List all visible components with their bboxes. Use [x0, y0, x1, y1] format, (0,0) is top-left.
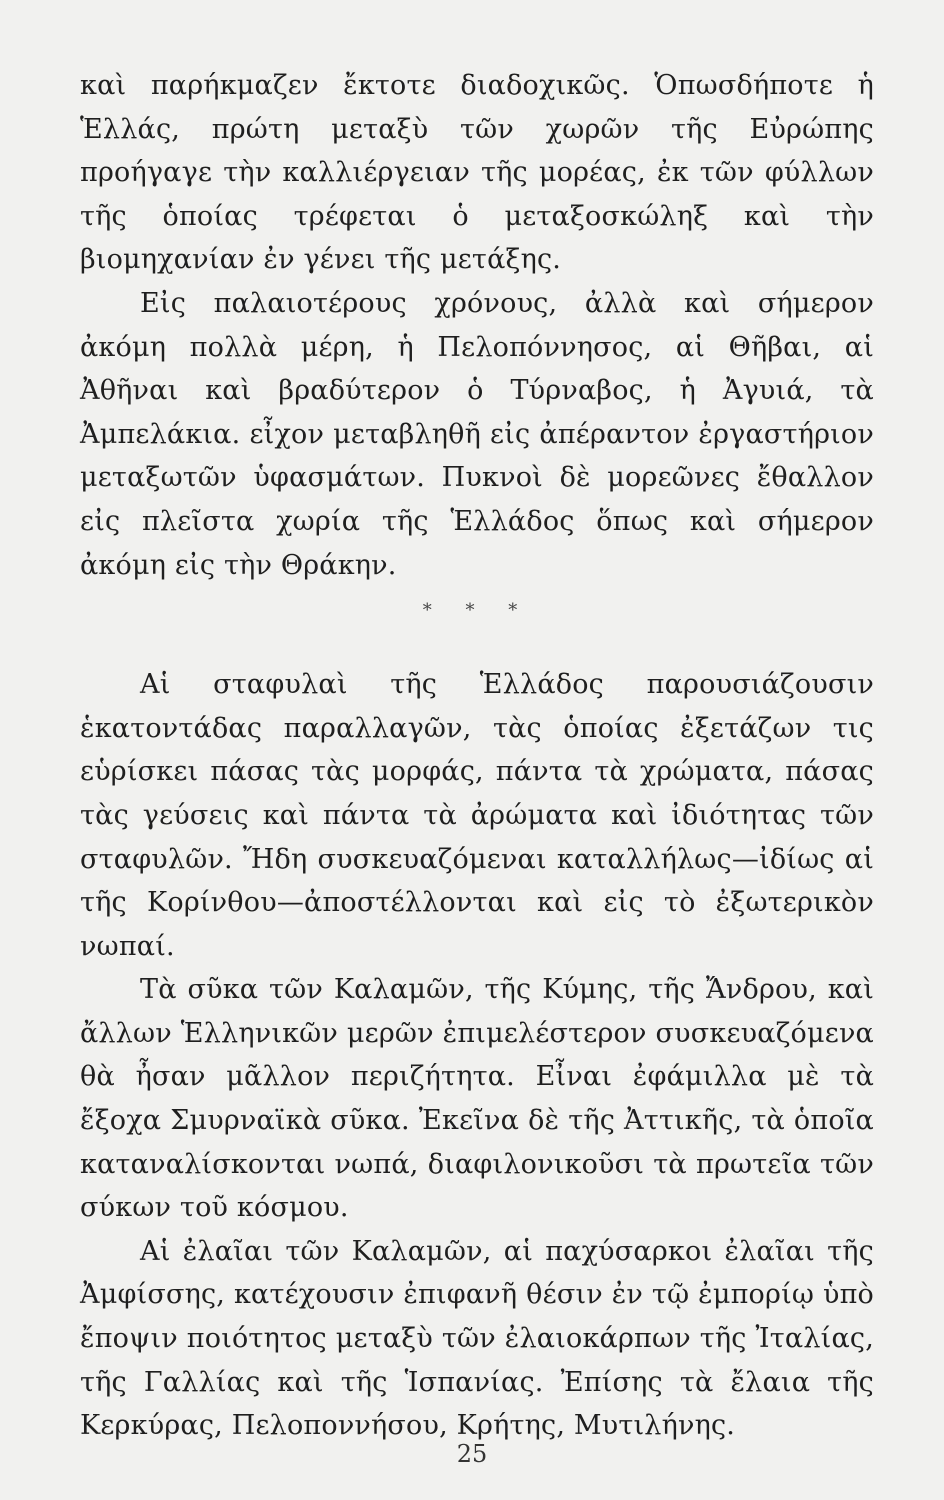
paragraph-silk-regions: Εἰς παλαιοτέρους χρόνους, ἀλλὰ καὶ σήμερον ἀκόμη πολλὰ μέρη, ἡ Πελοπόννησος, αἱ Θῆβαι, αἱ Ἀθῆναι καὶ βραδύτερον ὁ Τύρναβος, ἡ Ἀγυιά, τὰ Ἀμπελάκια. εἶχον μεταβληθῆ εἰς ἀπέραντον ἐργαστήριον μεταξωτῶν ὑφασμάτων. Πυκνοὶ δὲ μορεῶνες ἔθαλλον εἰς πλεῖστα χωρία τῆς Ἑλλάδος ὅπως καὶ σήμερον ἀκόμη εἰς τὴν Θράκην. [80, 287, 874, 581]
page-number: 25 [456, 1440, 488, 1468]
section-separator: * * * [422, 600, 532, 622]
paragraph-continuation: καὶ παρήκμαζεν ἔκτοτε διαδοχικῶς. Ὁπωσδήποτε ἡ Ἑλλάς, πρώτη μεταξὺ τῶν χωρῶν τῆς Εὐρώπης προήγαγε τὴν καλλιέργειαν τῆς μορέας, ἐκ τῶν φύλλων τῆς ὁποίας τρέφεται ὁ μεταξοσκώληξ καὶ τὴν βιομηχανίαν ἐν γένει τῆς μετάξης. [80, 70, 874, 276]
page-body [80, 64, 874, 1448]
paragraph-grapes: Αἱ σταφυλαὶ τῆς Ἑλλάδος παρουσιάζουσιν ἑκατοντάδας παραλλαγῶν, τὰς ὁποίας ἐξετάζων τις εὑρίσκει πάσας τὰς μορφάς, πάντα τὰ χρώματα, πάσας τὰς γεύσεις καὶ πάντα τὰ ἀρώματα καὶ ἰδιότητας τῶν σταφυλῶν. Ἤδη συσκευαζόμεναι καταλλήλως—ἰδίως αἱ τῆς Κορίνθου—ἀποστέλλονται καὶ εἰς τὸ ἐξωτερικὸν νωπαί. [80, 669, 874, 962]
paragraph-olives: Αἱ ἐλαῖαι τῶν Καλαμῶν, αἱ παχύσαρκοι ἐλαῖαι τῆς Ἀμφίσσης, κατέχουσιν ἐπιφανῆ θέσιν ἐν τῷ ἐμπορίῳ ὑπὸ ἔποψιν ποιότητος μεταξὺ τῶν ἐλαιοκάρπων τῆς Ἰταλίας, τῆς Γαλλίας καὶ τῆς Ἱσπανίας. Ἐπίσης τὰ ἔλαια τῆς Κερκύρας, Πελοποννήσου, Κρήτης, Μυτιλήνης. [80, 1235, 874, 1442]
paragraph-figs: Τὰ σῦκα τῶν Καλαμῶν, τῆς Κύμης, τῆς Ἄνδρου, καὶ ἄλλων Ἑλληνικῶν μερῶν ἐπιμελέστερον συσκευαζόμενα θὰ ἦσαν μᾶλλον περιζήτητα. Εἶναι ἐφάμιλλα μὲ τὰ ἔξοχα Σμυρναϊκὰ σῦκα. Ἐκεῖνα δὲ τῆς Ἀττικῆς, τὰ ὁποῖα καταναλίσκονται νωπά, διαφιλονικοῦσι τὰ πρωτεῖα τῶν σύκων τοῦ κόσμου. [80, 974, 874, 1224]
